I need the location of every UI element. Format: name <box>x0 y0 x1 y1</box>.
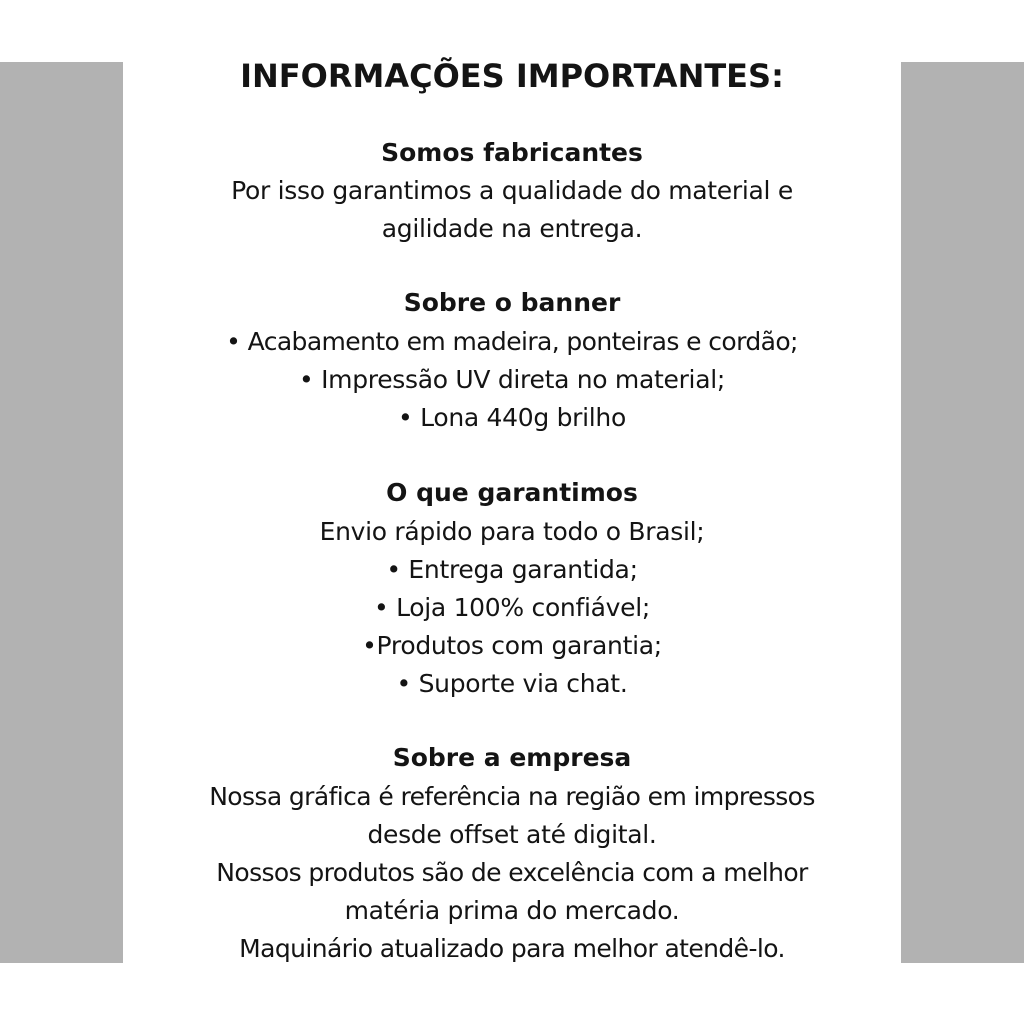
section-heading: Sobre o banner <box>403 288 621 317</box>
section-line: • Impressão UV direta no material; <box>298 365 725 394</box>
section-line: desde offset até digital. <box>367 820 657 849</box>
right-gray-bar <box>901 62 1024 963</box>
section-heading: Somos fabricantes <box>381 138 643 167</box>
section-heading: O que garantimos <box>386 478 638 507</box>
section-line: matéria prima do mercado. <box>344 896 680 925</box>
section-line: • Suporte via chat. <box>396 669 628 698</box>
section-line: Nossa gráfica é referência na região em impressos <box>209 782 815 811</box>
section-line: • Loja 100% confiável; <box>373 593 650 622</box>
section-line: Por isso garantimos a qualidade do material e <box>231 176 793 205</box>
left-gray-bar <box>0 62 123 963</box>
section-line: • Acabamento em madeira, ponteiras e cordão; <box>226 327 798 356</box>
section-line: agilidade na entrega. <box>381 214 643 243</box>
section-line: Maquinário atualizado para melhor atendê-lo. <box>239 934 785 963</box>
section-heading: Sobre a empresa <box>392 743 632 772</box>
section-line: Nossos produtos são de excelência com a melhor <box>216 858 808 887</box>
section-line: Envio rápido para todo o Brasil; <box>319 517 705 546</box>
section-line: •Produtos com garantia; <box>362 631 662 660</box>
section-line: • Entrega garantida; <box>386 555 638 584</box>
section-line: • Lona 440g brilho <box>398 403 626 432</box>
info-panel <box>123 0 901 1024</box>
page-title: INFORMAÇÕES IMPORTANTES: <box>240 57 784 95</box>
